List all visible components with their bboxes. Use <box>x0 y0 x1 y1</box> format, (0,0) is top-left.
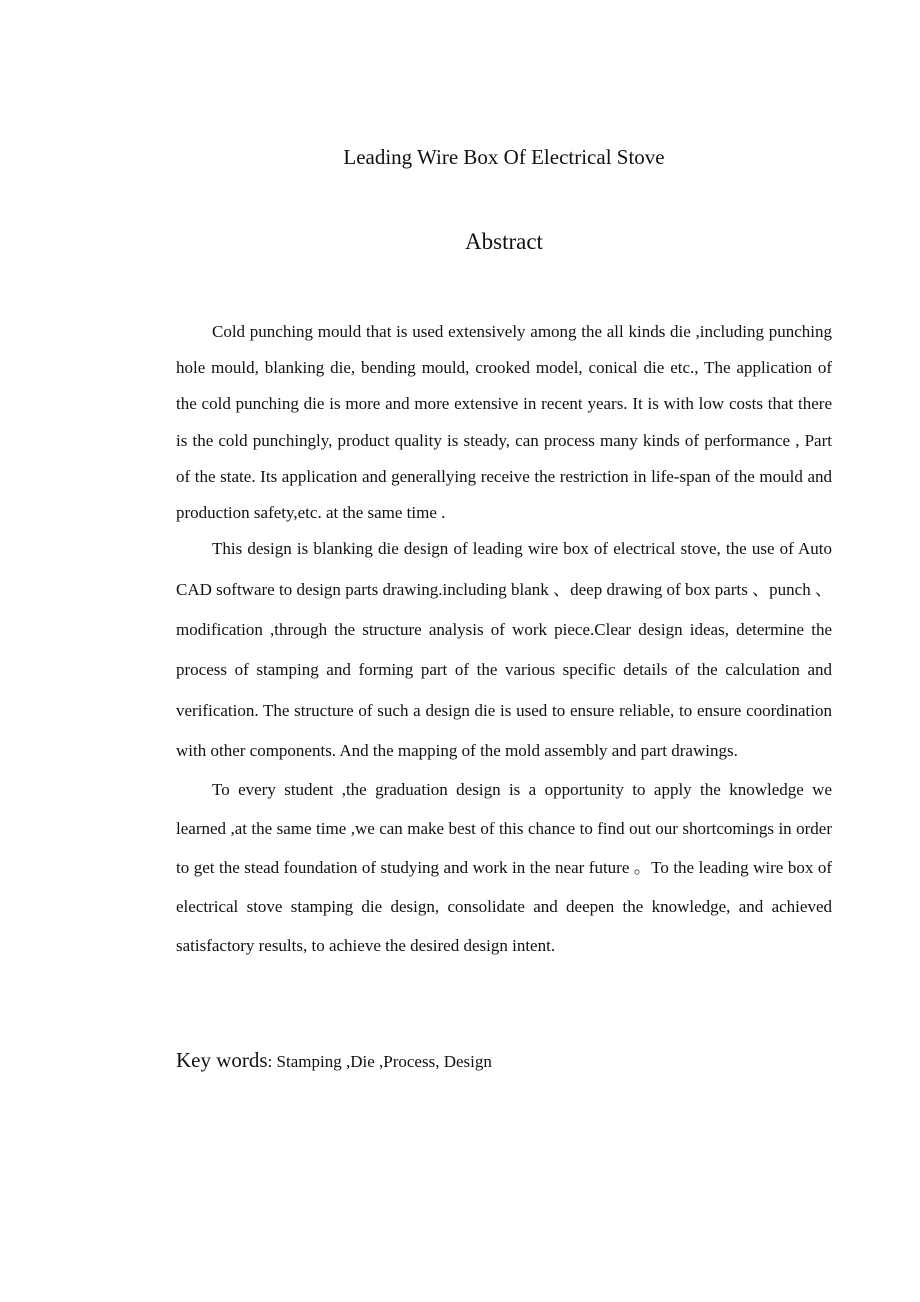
keywords-line <box>176 1044 832 1079</box>
keywords-label: Key words <box>176 1048 268 1072</box>
document-title: Leading Wire Box Of Electrical Stove <box>343 145 665 169</box>
abstract-paragraph-2: This design is blanking die design of leading wire box of electrical stove, the use of Auto CAD software to design parts drawing.including blank 、deep drawing of box parts 、punch 、modification ,through the structure analysis of work piece.Clear design ideas, determine the process of stamping and forming part of the various specific details of the calculation and verification. The structure of such a design die is used to ensure reliable, to ensure coordination with other components. And the mapping of the mold assembly and part drawings. <box>176 539 832 761</box>
abstract-paragraph-1: Cold punching mould that is used extensively among the all kinds die ,including punching hole mould, blanking die, bending mould, crooked model, conical die etc., The application of the cold punching die is more and more extensive in recent years. It is with low costs that there is the cold punchingly, product quality is steady, can process many kinds of performance , Part of the state. Its application and generallying receive the restriction in life-span of the mould and production safety,etc. at the same time . <box>176 322 832 523</box>
abstract-body <box>176 314 832 966</box>
abstract-heading: Abstract <box>465 229 543 254</box>
abstract-paragraph-3: To every student ,the graduation design is a opportunity to apply the knowledge we learned ,at the same time ,we can make best of this chance to find out our shortcomings in order to get the stead foundation of studying and work in the near future 。To the leading wire box of electrical stove stamping die design, consolidate and deepen the knowledge, and achieved satisfactory results, to achieve the desired design intent. <box>176 779 832 956</box>
keywords-value: : Stamping ,Die ,Process, Design <box>267 1052 492 1071</box>
